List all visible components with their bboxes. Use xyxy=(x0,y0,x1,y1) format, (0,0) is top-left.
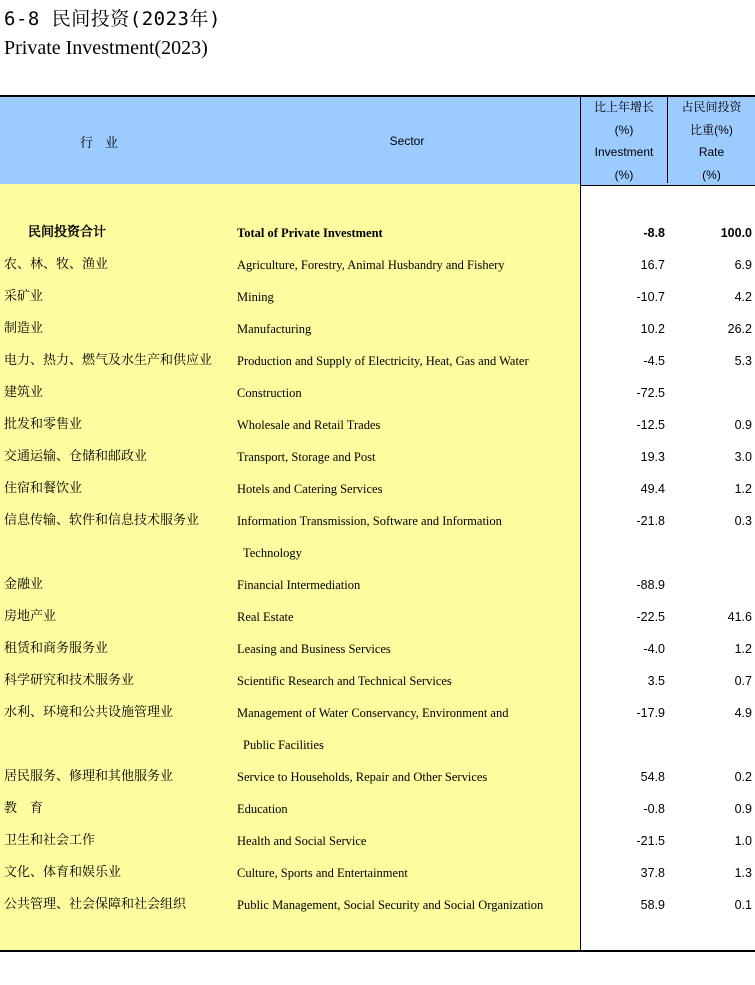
investment-growth xyxy=(585,729,665,761)
sector-name-en: Management of Water Conservancy, Environment and xyxy=(237,706,509,720)
table-bottom-rule xyxy=(0,950,755,952)
sector-name-en: Culture, Sports and Entertainment xyxy=(237,866,408,880)
investment-growth: 16.7 xyxy=(640,258,665,272)
sector-name-en: Health and Social Service xyxy=(237,834,367,848)
table-row xyxy=(0,505,755,537)
header-rate-line: Rate xyxy=(698,145,725,159)
share-rate: 0.3 xyxy=(734,514,752,528)
sector-name-en: Information Transmission, Software and Information xyxy=(237,514,502,528)
investment-growth: -21.8 xyxy=(636,514,665,528)
share-rate: 0.9 xyxy=(734,802,752,816)
investment-growth: -10.7 xyxy=(636,290,665,304)
header-sector-zh: 行业 xyxy=(79,135,130,151)
sector-name-en: Real Estate xyxy=(237,610,294,624)
share-rate: 0.2 xyxy=(734,770,752,784)
header-rate-line: 比重(%) xyxy=(690,122,733,137)
investment-growth: -4.5 xyxy=(643,354,665,368)
sector-name-zh: 卫生和社会工作 xyxy=(4,833,96,848)
column-divider xyxy=(667,95,668,183)
header-sector-en: Sector xyxy=(389,134,425,148)
sector-name-en: Agriculture, Forestry, Animal Husbandry and Fishery xyxy=(237,258,505,272)
table-row-continuation xyxy=(0,537,755,569)
sector-name-zh: 民间投资合计 xyxy=(28,225,107,240)
sector-name-zh: 建筑业 xyxy=(4,385,44,400)
sector-name-en: Public Facilities xyxy=(243,738,324,752)
header-investment-line: (%) xyxy=(614,167,634,182)
investment-growth: 37.8 xyxy=(640,866,665,880)
sector-name-en: Financial Intermediation xyxy=(237,578,361,592)
investment-growth: 10.2 xyxy=(640,322,665,336)
table-row xyxy=(0,281,755,313)
header-sector-zh-cell xyxy=(0,97,210,185)
sector-name-zh: 水利、环境和公共设施管理业 xyxy=(4,705,174,720)
table-title-english: Private Investment(2023) xyxy=(4,37,208,59)
investment-growth: -4.0 xyxy=(643,642,665,656)
investment-growth xyxy=(585,537,665,569)
investment-growth: -0.8 xyxy=(643,802,665,816)
table-row xyxy=(0,761,755,793)
share-rate: 3.0 xyxy=(734,450,752,464)
table-row xyxy=(0,697,755,729)
sector-name-zh: 居民服务、修理和其他服务业 xyxy=(4,769,174,784)
table-row xyxy=(0,857,755,889)
header-rate-line: 占民间投资 xyxy=(681,100,742,114)
sector-name-en: Education xyxy=(237,802,288,816)
table-row xyxy=(0,473,755,505)
sector-name-en: Technology xyxy=(243,546,302,560)
table-row xyxy=(0,249,755,281)
share-rate: 0.7 xyxy=(734,674,752,688)
sector-name-en: Public Management, Social Security and Social Organization xyxy=(237,898,544,912)
investment-growth: -72.5 xyxy=(636,386,665,400)
sector-name-zh: 文化、体育和娱乐业 xyxy=(4,865,122,880)
share-rate xyxy=(672,377,752,409)
table-row-continuation xyxy=(0,729,755,761)
header-investment xyxy=(581,97,667,185)
sector-name-zh: 金融业 xyxy=(4,577,44,592)
investment-growth: 54.8 xyxy=(640,770,665,784)
header-rate-line: (%) xyxy=(702,167,721,182)
share-rate: 6.9 xyxy=(734,258,752,272)
table-row xyxy=(0,441,755,473)
table-row xyxy=(0,377,755,409)
share-rate xyxy=(672,569,752,601)
table-row xyxy=(0,889,755,921)
table-row xyxy=(0,665,755,697)
sector-name-en: Scientific Research and Technical Services xyxy=(237,674,452,688)
share-rate: 26.2 xyxy=(727,322,752,336)
investment-growth: 49.4 xyxy=(640,482,665,496)
investment-growth: -22.5 xyxy=(636,610,665,624)
share-rate: 41.6 xyxy=(727,610,752,624)
table-row xyxy=(0,633,755,665)
share-rate: 5.3 xyxy=(734,354,752,368)
investment-growth: -88.9 xyxy=(636,578,665,592)
table-title-chinese: 6-8 民间投资(2023年) xyxy=(4,8,221,30)
table-row xyxy=(0,793,755,825)
header-rate xyxy=(668,97,755,185)
sector-name-zh: 租赁和商务服务业 xyxy=(4,641,109,656)
header-sector-en-cell xyxy=(300,97,514,185)
sector-name-en: Leasing and Business Services xyxy=(237,642,391,656)
sector-name-en: Total of Private Investment xyxy=(237,226,383,240)
investment-growth: -12.5 xyxy=(636,418,665,432)
sector-name-zh: 采矿业 xyxy=(4,289,44,304)
sector-name-zh: 批发和零售业 xyxy=(4,417,83,432)
share-rate: 4.2 xyxy=(734,290,752,304)
header-investment-line: (%) xyxy=(614,122,634,137)
investment-growth: -17.9 xyxy=(636,706,665,720)
investment-growth: 3.5 xyxy=(647,674,665,688)
sector-name-zh: 公共管理、社会保障和社会组织 xyxy=(4,897,187,912)
header-investment-line: 比上年增长 xyxy=(593,100,654,114)
sector-name-zh: 农、林、牧、渔业 xyxy=(4,257,109,272)
table-header xyxy=(0,95,755,186)
table-row xyxy=(0,313,755,345)
sector-name-en: Hotels and Catering Services xyxy=(237,482,383,496)
sector-name-zh: 电力、热力、燃气及水生产和供应业 xyxy=(4,353,213,368)
sector-name-en: Production and Supply of Electricity, Heat, Gas and Water xyxy=(237,354,529,368)
total-row xyxy=(0,217,755,249)
share-rate: 1.0 xyxy=(734,834,752,848)
sector-name-en: Manufacturing xyxy=(237,322,312,336)
sector-name-zh: 交通运输、仓储和邮政业 xyxy=(4,449,148,464)
investment-growth: -8.8 xyxy=(643,226,665,240)
share-rate: 1.3 xyxy=(734,866,752,880)
share-rate: 0.1 xyxy=(734,898,752,912)
sector-name-en: Wholesale and Retail Trades xyxy=(237,418,381,432)
share-rate xyxy=(672,729,752,761)
sector-name-zh: 房地产业 xyxy=(4,609,57,624)
share-rate: 4.9 xyxy=(734,706,752,720)
sector-name-en: Transport, Storage and Post xyxy=(237,450,376,464)
sector-name-zh: 信息传输、软件和信息技术服务业 xyxy=(4,513,200,528)
share-rate: 1.2 xyxy=(734,642,752,656)
header-investment-line: Investment xyxy=(594,145,654,159)
table-row xyxy=(0,825,755,857)
table-row xyxy=(0,409,755,441)
sector-name-zh: 住宿和餐饮业 xyxy=(4,481,83,496)
sector-name-en: Service to Households, Repair and Other Services xyxy=(237,770,488,784)
share-rate: 0.9 xyxy=(734,418,752,432)
share-rate: 1.2 xyxy=(734,482,752,496)
table-row xyxy=(0,569,755,601)
sector-name-zh: 科学研究和技术服务业 xyxy=(4,673,135,688)
sector-name-en: Mining xyxy=(237,290,274,304)
share-rate xyxy=(672,537,752,569)
table-row xyxy=(0,345,755,377)
investment-growth: 58.9 xyxy=(640,898,665,912)
investment-growth: -21.5 xyxy=(636,834,665,848)
sector-name-zh: 制造业 xyxy=(4,321,44,336)
table-row xyxy=(0,601,755,633)
sector-name-zh: 教 育 xyxy=(4,801,44,816)
share-rate: 100.0 xyxy=(720,226,752,240)
sector-name-en: Construction xyxy=(237,386,302,400)
investment-growth: 19.3 xyxy=(640,450,665,464)
